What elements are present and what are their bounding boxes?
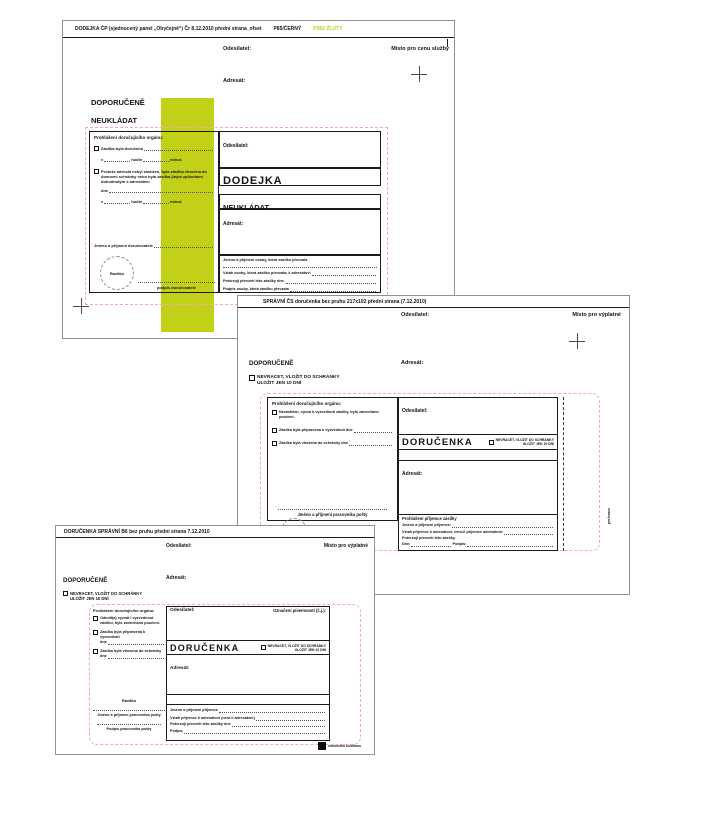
recipient-name-label: Jméno a příjmení příjemce: xyxy=(402,523,452,528)
deliverer-signature-row: podpis doručovatele xyxy=(138,282,215,290)
neukladat-banner: NEUKLÁDAT xyxy=(219,194,381,209)
fold-mark-text: perforace xyxy=(607,508,611,524)
perforation-line xyxy=(563,397,564,551)
no-return-checkbox-row: NEVRACET, VLOŽIT DO SCHRÁNKY ULOŽIT JEN 10 DNÍ xyxy=(249,375,340,387)
checkbox-icon xyxy=(489,440,494,445)
clerk-name-row: Jméno a příjmení pracovníka pošty xyxy=(93,710,165,718)
clerk-signature-row: Podpis pracovníka pošty xyxy=(97,724,161,732)
time-row: v hodin minut. xyxy=(101,198,183,204)
signature-label: Podpis xyxy=(170,729,183,733)
recipient-declaration-box xyxy=(399,515,557,550)
dodejka-envelope xyxy=(62,20,455,339)
dorucenka-banner: DORUČENKA NEVRACET, VLOŽIT DO SCHRÁNKY ULOŽIT JEN 10 DNÍ xyxy=(399,435,557,450)
sender-docref-box: Odesílatel: Označení písemnosti (č.j.): xyxy=(167,607,329,641)
addressee-box: Adresát: xyxy=(219,209,381,255)
registration-mark-icon xyxy=(411,66,427,82)
not-reached-checkbox-row: Protože adresát nebyl zastižen, byla zásilka vhozena do domovní schránky nebo byla zásilka jiným způsobem dohodnutým s adresátem xyxy=(94,169,214,184)
checkbox-icon xyxy=(63,591,68,596)
printer-logo xyxy=(318,742,374,750)
mailbox-checkbox-row: Zásilka byla vhozena do schránky dne xyxy=(93,649,165,659)
ready-checkbox-row: Zásilka byla připravena k vyzvednutí dne xyxy=(93,630,165,645)
no-return-checkbox-row: NEVRACET, VLOŽIT DO SCHRÁNKY ULOŽIT JEN 10 DNÍ xyxy=(63,591,142,601)
mailbox-checkbox-row: Zásilka byla vhozena do schránky dne xyxy=(272,441,393,446)
printer-logo-icon xyxy=(318,742,326,750)
dodejka-banner: DODEJKA xyxy=(219,168,381,186)
sender-box: Odesílatel: xyxy=(219,131,381,168)
delivered-checkbox-row: Zásilka byla doručena xyxy=(94,146,214,151)
declaration-title: Prohlášení doručujícího orgánu: xyxy=(93,608,155,613)
time-row: v hodin minut. xyxy=(101,156,183,162)
sender-label: Odesílatel: xyxy=(401,312,430,318)
date-row: dne xyxy=(101,188,214,193)
clerk-name-row: Jméno a příjmení pracovníka pošty xyxy=(278,509,387,517)
checkbox-icon xyxy=(93,649,98,654)
color-spec-black: P85/ČERNÝ xyxy=(273,26,302,32)
franking-label: Místo pro výplatné xyxy=(572,312,621,318)
confirm-label: Potvrzuji převzetí této zásilky. xyxy=(402,536,456,541)
printer-logo-text: connected solutions xyxy=(328,744,361,748)
proof-title: DODEJKA ČP (sjednocený panel „Obyčejně“) Čr 8.12.2010 přední strana_ofset xyxy=(75,26,262,32)
checkbox-icon xyxy=(272,441,277,446)
checkbox-icon xyxy=(94,169,99,174)
recipient-title: Prohlášení příjemce zásilky xyxy=(402,516,457,521)
proof-titlebar xyxy=(238,296,629,308)
franking-label: Místo pro výplatné xyxy=(323,543,368,549)
receiver-relation-label: Vztah osoby, která zásilku převzala, k adresátovi xyxy=(223,271,311,275)
recipient-declaration-box xyxy=(167,705,329,740)
receiver-name-label: Jméno a příjmení osoby, která zásilku převzala xyxy=(223,258,308,262)
checkbox-icon xyxy=(261,645,266,650)
color-spec-yellow: P382 ŽLUTÝ xyxy=(313,26,343,32)
declaration-title: Prohlášení doručujícího orgánu: xyxy=(94,135,164,140)
addressee-label: Adresát: xyxy=(223,78,246,84)
right-form-column xyxy=(398,397,558,551)
proof-title: SPRÁVNÍ ČS doručenka bez pruhu 217x102 přední strana (7.12.2010) xyxy=(263,298,427,305)
confirm-label: Potvrzuji převzetí této zásilky dne xyxy=(170,722,231,726)
checkbox-icon xyxy=(272,410,277,415)
date-label: Dne: xyxy=(402,542,411,547)
dorucenka-b6-envelope xyxy=(55,525,375,755)
signature-label: Podpis: xyxy=(452,542,467,547)
proof-titlebar xyxy=(63,21,454,38)
document-ref-box xyxy=(399,450,557,461)
addressee-label: Adresát: xyxy=(166,575,187,581)
deliverer-name-row: Jméno a příjmení doručovatele xyxy=(94,243,214,248)
stamp-label: Razítko xyxy=(121,698,137,703)
registration-mark-icon xyxy=(569,333,585,349)
do-not-store-label: NEUKLÁDAT xyxy=(91,116,138,125)
proof-titlebar xyxy=(56,526,374,538)
checkbox-icon xyxy=(93,630,98,635)
recipient-relation-label: Vztah příjemce k adresátovi (není-li adresátem) xyxy=(170,716,255,720)
proof-title: DORUČENKA SPRÁVNÍ B6 bez pruhu přední strana 7.12.2010 xyxy=(64,528,210,535)
not-reached-checkbox-row: Nezastižen, výzva k vyzvednutí zásilky, bylo zanecháno poučení. xyxy=(272,410,393,420)
sender-label: Odesílatel: xyxy=(166,543,192,549)
registration-mark-icon xyxy=(73,298,89,314)
confirm-label: Potvrzuji převzetí této zásilky dne. xyxy=(223,279,285,283)
signature-label: Podpis osoby, která zásilku převzala xyxy=(223,287,289,291)
recipient-name-label: Jméno a příjmení příjemce xyxy=(170,708,218,712)
receipt-confirmation-box xyxy=(219,255,381,293)
deliverer-declaration-column xyxy=(93,608,165,659)
dorucenka-banner: DORUČENKA NEVRACET, VLOŽIT DO SCHRÁNKY ULOŽIT JEN 10 DNÍ xyxy=(167,641,329,655)
checkbox-icon xyxy=(272,428,277,433)
ready-checkbox-row: Zásilka byla připravena k vyzvednutí dne xyxy=(272,428,393,433)
registered-label: DOPORUČENĚ xyxy=(249,360,294,367)
addressee-box: Adresát: xyxy=(167,655,329,695)
service-price-label: Místo pro cenu služby xyxy=(391,46,449,52)
refused-checkbox-row: Odmítl(a) vyzvát i vyzvednout zásilku, bylo zanecháno poučení. xyxy=(93,616,165,626)
checkbox-icon xyxy=(94,146,99,151)
deliverer-declaration-box xyxy=(89,131,219,293)
stamp-circle: Razítko xyxy=(100,256,134,290)
sender-box: Odesílatel: xyxy=(399,398,557,435)
recipient-title-box xyxy=(167,695,329,705)
declaration-title: Prohlášení doručujícího orgánu: xyxy=(272,401,342,406)
checkbox-icon xyxy=(93,616,98,621)
addressee-label: Adresát: xyxy=(401,360,424,366)
deliverer-declaration-box xyxy=(267,397,398,521)
registered-label: DOPORUČENĚ xyxy=(91,98,145,107)
recipient-relation-label: Vztah příjemce k adresátovi, není-li příjemce adresátem: xyxy=(402,530,504,535)
checkbox-icon xyxy=(249,375,255,381)
addressee-box: Adresát: xyxy=(399,461,557,515)
registered-label: DOPORUČENĚ xyxy=(63,577,108,584)
sender-label: Odesílatel: xyxy=(223,46,252,52)
right-form-column xyxy=(166,606,330,741)
